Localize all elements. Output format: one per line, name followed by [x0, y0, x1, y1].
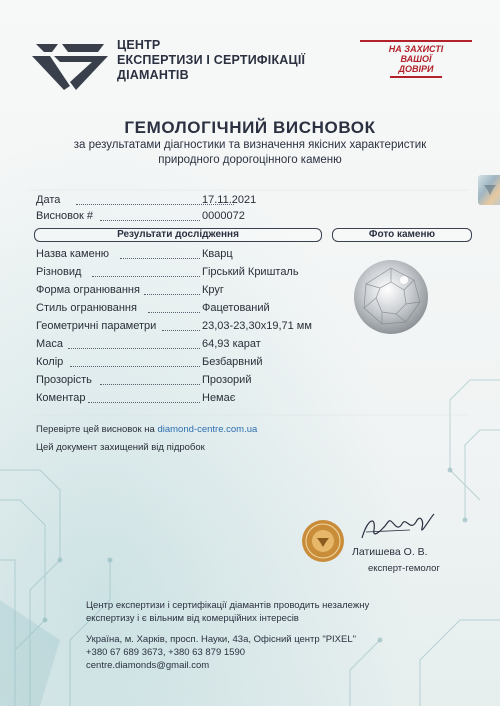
signer-role: експерт-гемолог	[368, 563, 440, 574]
footer-address: Україна, м. Харків, просп. Науки, 43а, Офісний центр "PIXEL"	[86, 634, 357, 645]
org-name-line: ЦЕНТР	[117, 38, 161, 52]
signer-name: Латишева О. В.	[352, 546, 428, 558]
result-label: Стиль огранювання	[36, 302, 137, 314]
dotted-leader	[68, 337, 200, 349]
document-title: ГЕМОЛОГІЧНИЙ ВИСНОВОК	[124, 118, 376, 137]
result-value: Фацетований	[202, 302, 270, 314]
result-value: Гірський Кришталь	[202, 266, 299, 278]
dotted-leader	[144, 283, 200, 295]
dotted-leader	[120, 247, 200, 259]
photo-section-label: Фото каменю	[332, 228, 472, 242]
results-section-label: Результати дослідження	[34, 228, 322, 242]
result-row	[36, 247, 356, 261]
dotted-leader	[88, 391, 200, 403]
org-name-line: ЕКСПЕРТИЗИ І СЕРТИФІКАЦІЇ	[117, 53, 306, 67]
result-value: 23,03-23,30x19,71 мм	[202, 320, 312, 332]
subtitle-line: за результатами діагностики та визначення якісних характеристик	[73, 139, 427, 151]
organization-name	[117, 38, 305, 83]
result-row	[36, 373, 356, 387]
footer-phones: +380 67 689 3673, +380 63 879 1590	[86, 647, 246, 658]
result-label: Різновид	[36, 266, 82, 278]
dotted-leader	[162, 319, 200, 331]
result-row	[36, 391, 356, 405]
result-label: Прозорість	[36, 374, 92, 386]
result-value: 64,93 карат	[202, 338, 261, 350]
result-row	[36, 301, 356, 315]
result-value: Безбарвний	[202, 356, 263, 368]
slogan-line: НА ЗАХИСТІ	[360, 40, 472, 54]
org-name-line: ДІАМАНТІВ	[117, 68, 189, 82]
stone-photo	[352, 258, 430, 336]
number-label: Висновок #	[36, 210, 93, 222]
verify-text: Перевірте цей висновок на	[36, 424, 158, 435]
footer-disclaimer-line: експертизу і є вільним від комерційних інтересів	[86, 613, 299, 624]
date-row	[36, 193, 336, 207]
gold-seal-icon	[301, 519, 345, 563]
dotted-leader	[148, 301, 200, 313]
document-subtitle	[40, 138, 460, 168]
result-row	[36, 265, 356, 279]
diamond-logo-icon	[30, 36, 110, 92]
result-row	[36, 283, 356, 297]
subtitle-line: природного дорогоцінного каменю	[158, 154, 342, 166]
verify-link[interactable]: diamond-centre.com.ua	[157, 424, 258, 435]
footer-email[interactable]: centre.diamonds@gmail.com	[86, 660, 210, 671]
footer-disclaimer-line: Центр експертизи і сертифікації діамантів проводить незалежну	[86, 600, 370, 611]
result-label: Назва каменю	[36, 248, 110, 260]
result-value: Кварц	[202, 248, 233, 260]
result-value: Немає	[202, 392, 236, 404]
result-label: Колір	[36, 356, 64, 368]
result-row	[36, 355, 356, 369]
result-label: Форма огранювання	[36, 284, 140, 296]
protected-note: Цей документ захищений від підробок	[36, 442, 205, 453]
slogan-line: ВАШОЇ	[400, 54, 432, 64]
slogan-stamp	[360, 40, 472, 86]
handwritten-signature	[358, 508, 438, 544]
result-row	[36, 337, 356, 351]
slogan-line: ДОВІРИ	[390, 64, 442, 78]
number-value: 0000072	[202, 210, 245, 222]
dotted-leader	[92, 265, 200, 277]
dotted-leader	[100, 373, 200, 385]
result-value: Круг	[202, 284, 224, 296]
result-value: Прозорий	[202, 374, 252, 386]
date-label: Дата	[36, 194, 61, 206]
result-label: Геометричні параметри	[36, 320, 157, 332]
dotted-leader	[100, 209, 200, 221]
number-row	[36, 209, 336, 223]
verify-note	[36, 424, 257, 435]
dotted-leader	[70, 355, 200, 367]
result-label: Коментар	[36, 392, 86, 404]
date-value: 17.11.2021	[202, 194, 257, 206]
result-label: Маса	[36, 338, 64, 350]
result-row	[36, 319, 356, 333]
hologram-sticker-icon	[478, 175, 500, 205]
